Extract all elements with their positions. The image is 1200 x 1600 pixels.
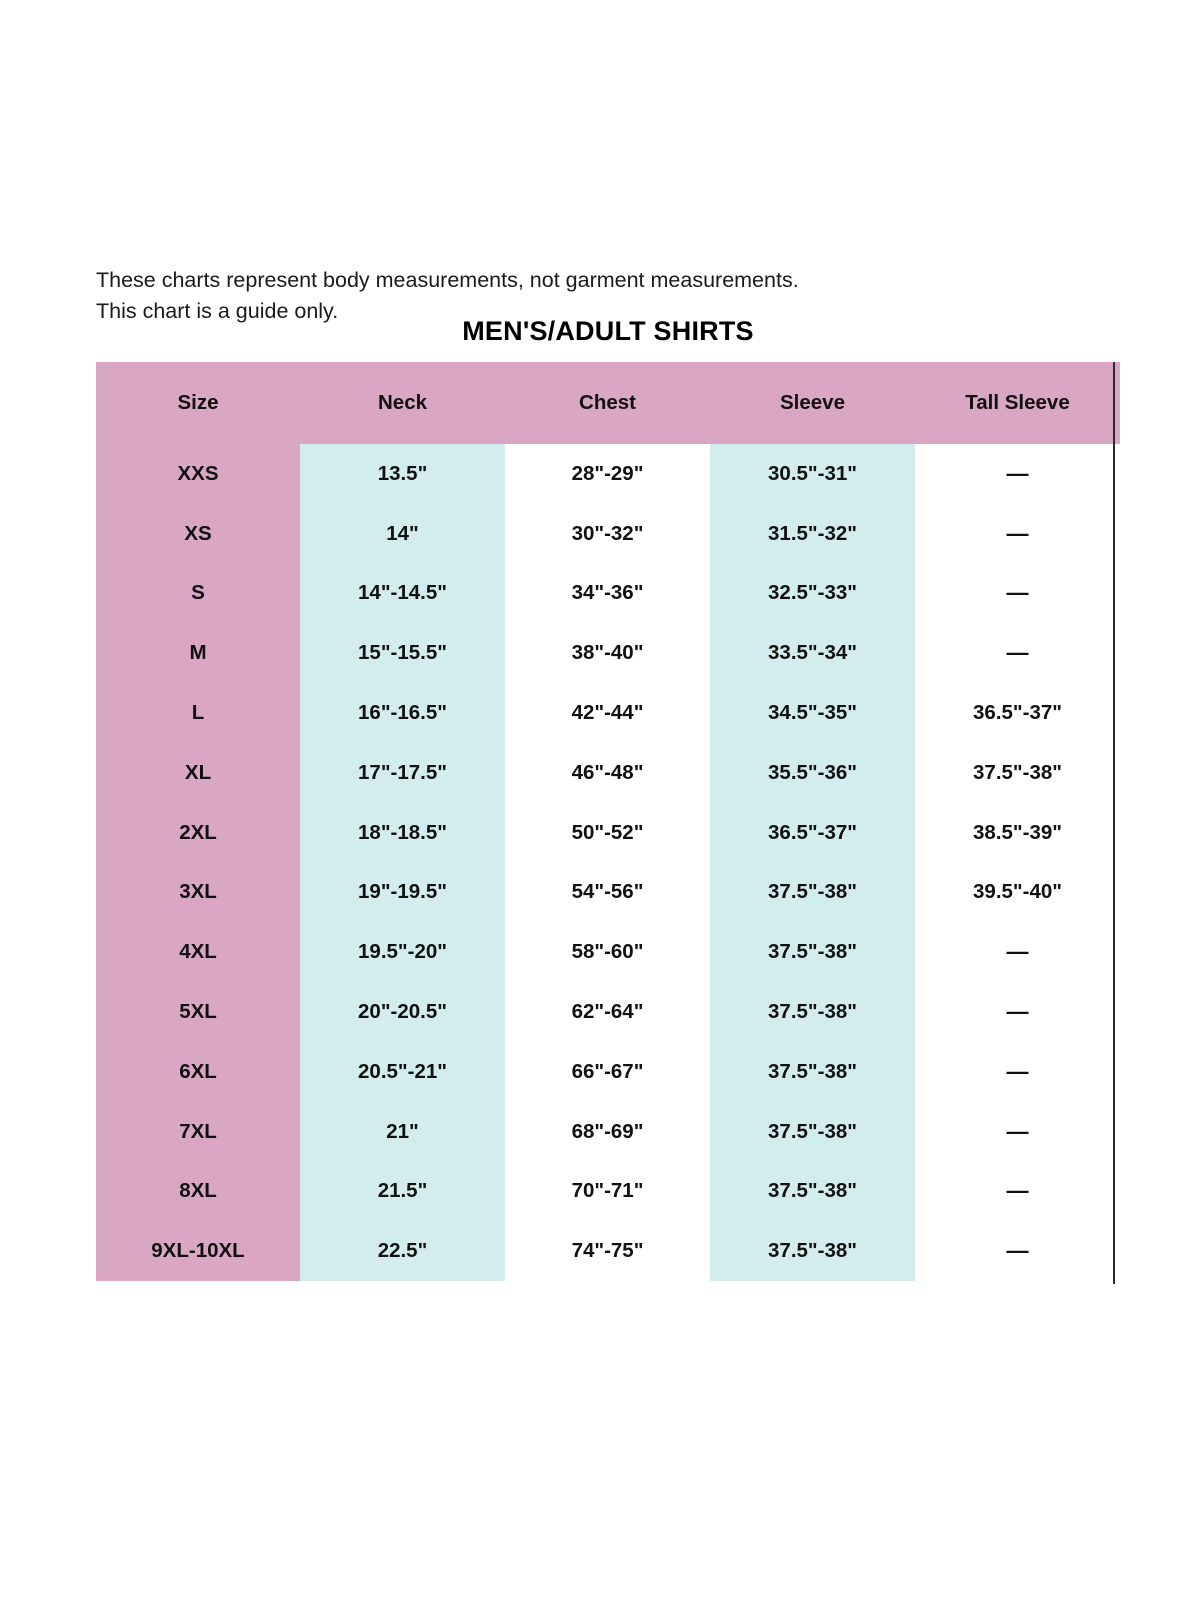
cell-chest: 42"-44" xyxy=(505,683,710,743)
cell-chest: 54"-56" xyxy=(505,863,710,923)
cell-sleeve: 37.5"-38" xyxy=(710,1042,915,1102)
table-row xyxy=(96,803,1120,863)
table-row xyxy=(96,743,1120,803)
dash-icon: — xyxy=(1006,939,1029,965)
table-header xyxy=(96,362,1120,444)
cell-size: 6XL xyxy=(96,1042,300,1102)
cell-chest: 70"-71" xyxy=(505,1162,710,1222)
cell-tall-sleeve xyxy=(915,504,1120,564)
cell-neck: 21.5" xyxy=(300,1162,505,1222)
cell-chest: 66"-67" xyxy=(505,1042,710,1102)
cell-sleeve: 35.5"-36" xyxy=(710,743,915,803)
dash-icon: — xyxy=(1006,999,1029,1025)
cell-neck: 14" xyxy=(300,504,505,564)
cell-sleeve: 37.5"-38" xyxy=(710,863,915,923)
cell-tall-sleeve: 39.5"-40" xyxy=(915,863,1120,923)
cell-sleeve: 34.5"-35" xyxy=(710,683,915,743)
table-row xyxy=(96,863,1120,923)
cell-sleeve: 33.5"-34" xyxy=(710,623,915,683)
cell-neck: 18"-18.5" xyxy=(300,803,505,863)
dash-icon: — xyxy=(1006,460,1029,486)
cell-neck: 14"-14.5" xyxy=(300,564,505,624)
table-row xyxy=(96,1102,1120,1162)
cell-tall-sleeve xyxy=(915,1102,1120,1162)
cell-neck: 19.5"-20" xyxy=(300,922,505,982)
cell-sleeve: 37.5"-38" xyxy=(710,1102,915,1162)
cell-tall-sleeve xyxy=(915,1042,1120,1102)
right-border-rule xyxy=(1113,362,1115,1284)
cell-neck: 17"-17.5" xyxy=(300,743,505,803)
table-body xyxy=(96,444,1120,1281)
cell-sleeve: 31.5"-32" xyxy=(710,504,915,564)
column-header-chest: Chest xyxy=(505,362,710,444)
cell-tall-sleeve: 38.5"-39" xyxy=(915,803,1120,863)
cell-neck: 22.5" xyxy=(300,1221,505,1281)
cell-size: S xyxy=(96,564,300,624)
column-header-sleeve: Sleeve xyxy=(710,362,915,444)
cell-neck: 16"-16.5" xyxy=(300,683,505,743)
cell-size: 2XL xyxy=(96,803,300,863)
cell-chest: 62"-64" xyxy=(505,982,710,1042)
cell-tall-sleeve xyxy=(915,1221,1120,1281)
dash-icon: — xyxy=(1006,1118,1029,1144)
disclaimer-line-1: These charts represent body measurements, not garment measurements. xyxy=(96,268,799,292)
cell-sleeve: 32.5"-33" xyxy=(710,564,915,624)
column-header-size: Size xyxy=(96,362,300,444)
table-row xyxy=(96,982,1120,1042)
table-row xyxy=(96,1162,1120,1222)
cell-neck: 20.5"-21" xyxy=(300,1042,505,1102)
cell-tall-sleeve xyxy=(915,444,1120,504)
cell-chest: 68"-69" xyxy=(505,1102,710,1162)
cell-neck: 20"-20.5" xyxy=(300,982,505,1042)
cell-size: 3XL xyxy=(96,863,300,923)
column-header-neck: Neck xyxy=(300,362,505,444)
cell-size: 5XL xyxy=(96,982,300,1042)
dash-icon: — xyxy=(1006,640,1029,666)
cell-sleeve: 37.5"-38" xyxy=(710,982,915,1042)
dash-icon: — xyxy=(1006,1178,1029,1204)
cell-sleeve: 37.5"-38" xyxy=(710,922,915,982)
cell-chest: 46"-48" xyxy=(505,743,710,803)
table-row xyxy=(96,922,1120,982)
cell-chest: 58"-60" xyxy=(505,922,710,982)
cell-chest: 50"-52" xyxy=(505,803,710,863)
cell-tall-sleeve xyxy=(915,922,1120,982)
dash-icon: — xyxy=(1006,520,1029,546)
cell-size: M xyxy=(96,623,300,683)
cell-tall-sleeve xyxy=(915,623,1120,683)
cell-size: XXS xyxy=(96,444,300,504)
dash-icon: — xyxy=(1006,1058,1029,1084)
cell-chest: 34"-36" xyxy=(505,564,710,624)
cell-size: 9XL-10XL xyxy=(96,1221,300,1281)
dash-icon: — xyxy=(1006,580,1029,606)
cell-neck: 21" xyxy=(300,1102,505,1162)
table-row xyxy=(96,1042,1120,1102)
cell-chest: 28"-29" xyxy=(505,444,710,504)
cell-size: 8XL xyxy=(96,1162,300,1222)
column-header-tall-sleeve: Tall Sleeve xyxy=(915,362,1120,444)
cell-neck: 13.5" xyxy=(300,444,505,504)
table-header-row xyxy=(96,362,1120,444)
cell-neck: 15"-15.5" xyxy=(300,623,505,683)
cell-tall-sleeve xyxy=(915,564,1120,624)
cell-tall-sleeve xyxy=(915,982,1120,1042)
cell-size: 7XL xyxy=(96,1102,300,1162)
cell-tall-sleeve: 36.5"-37" xyxy=(915,683,1120,743)
size-chart-table xyxy=(96,362,1120,1281)
cell-sleeve: 30.5"-31" xyxy=(710,444,915,504)
cell-sleeve: 37.5"-38" xyxy=(710,1221,915,1281)
size-chart-table-wrapper xyxy=(96,362,1120,1281)
cell-size: L xyxy=(96,683,300,743)
cell-size: XL xyxy=(96,743,300,803)
cell-sleeve: 37.5"-38" xyxy=(710,1162,915,1222)
disclaimer-line-2: This chart is a guide only. xyxy=(96,299,339,323)
table-row xyxy=(96,444,1120,504)
cell-size: XS xyxy=(96,504,300,564)
table-row xyxy=(96,564,1120,624)
cell-tall-sleeve xyxy=(915,1162,1120,1222)
cell-chest: 38"-40" xyxy=(505,623,710,683)
cell-neck: 19"-19.5" xyxy=(300,863,505,923)
dash-icon: — xyxy=(1006,1238,1029,1264)
cell-tall-sleeve: 37.5"-38" xyxy=(915,743,1120,803)
cell-sleeve: 36.5"-37" xyxy=(710,803,915,863)
table-row xyxy=(96,1221,1120,1281)
table-row xyxy=(96,623,1120,683)
table-row xyxy=(96,683,1120,743)
cell-size: 4XL xyxy=(96,922,300,982)
table-row xyxy=(96,504,1120,564)
chart-title: MEN'S/ADULT SHIRTS xyxy=(462,316,754,346)
cell-chest: 74"-75" xyxy=(505,1221,710,1281)
cell-chest: 30"-32" xyxy=(505,504,710,564)
